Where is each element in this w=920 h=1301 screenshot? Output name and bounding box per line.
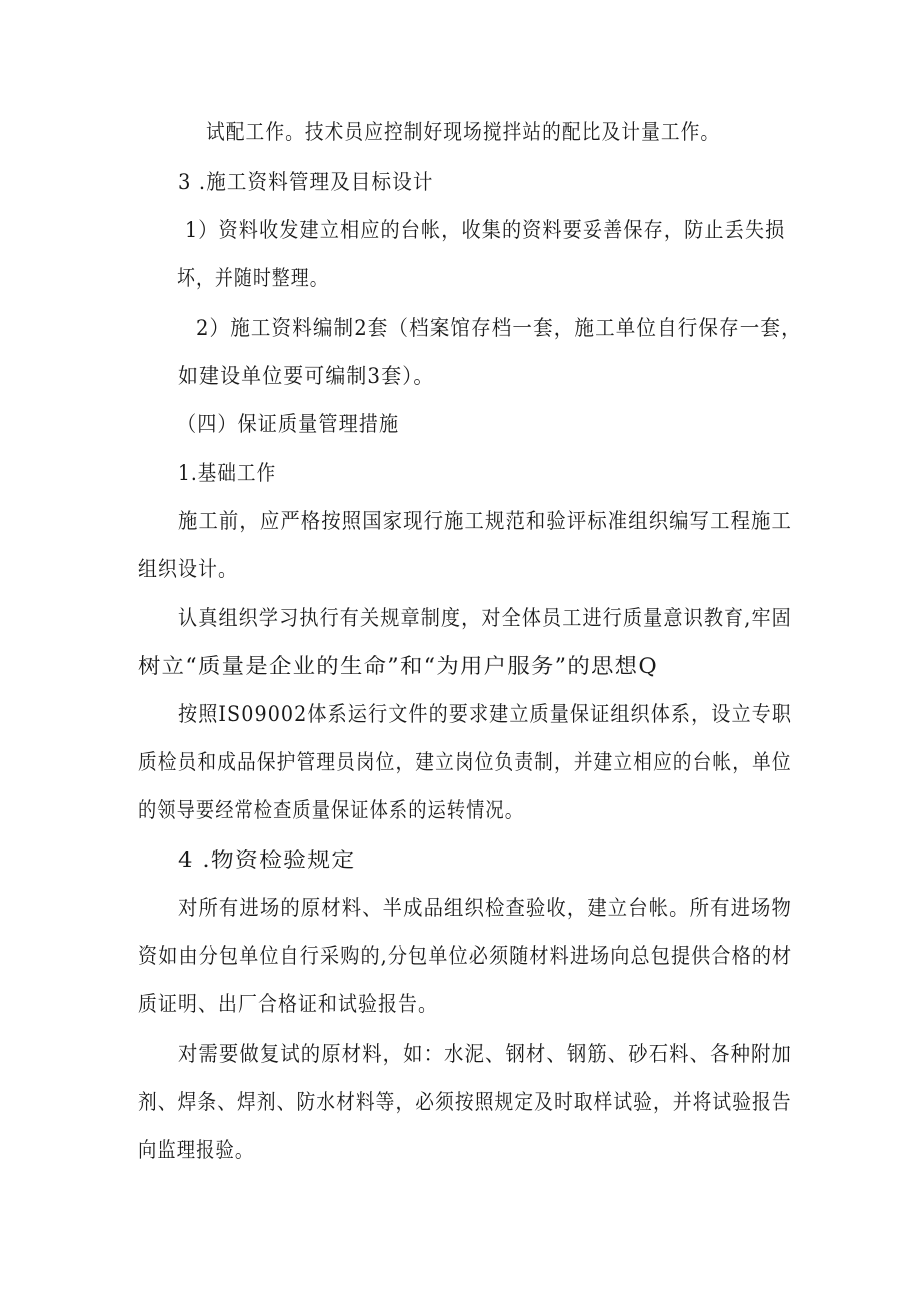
section-heading: 4 .物资检验规定 [178, 848, 356, 872]
paragraph-text: 组织设计。 [138, 557, 238, 581]
paragraph-text: 施工前，应严格按照国家现行施工规范和验评标准组织编写工程施工 [178, 509, 792, 533]
section-heading: （四）保证质量管理措施 [177, 412, 400, 436]
subsection-heading: 1.基础工作 [178, 461, 277, 485]
text-line: 如建设单位要可编制3套）。 [178, 364, 435, 388]
paragraph-text: 向监理报验。 [138, 1138, 255, 1162]
paragraph-text: 按照IS09002体系运行文件的要求建立质量保证组织体系，设立专职 [178, 702, 793, 726]
paragraph-text: 树立“质量是企业的生命”和“为用户服务”的思想Q [138, 654, 658, 678]
paragraph-text: 的领导要经常检查质量保证体系的运转情况。 [138, 798, 525, 822]
paragraph-text: 资如由分包单位自行采购的,分包单位必须随材料进场向总包提供合格的材 [138, 944, 793, 968]
paragraph-text: 对所有进场的原材料、半成品组织检查验收，建立台帐。所有进场物 [178, 896, 792, 920]
text-line: 试配工作。技术员应控制好现场搅拌站的配比及计量工作。 [206, 120, 721, 144]
paragraph-text: 剂、焊条、焊剂、防水材料等，必须按照规定及时取样试验，并将试验报告 [138, 1090, 792, 1114]
paragraph-text: 认真组织学习执行有关规章制度，对全体员工进行质量意识教育,牢固 [178, 606, 792, 630]
paragraph-text: 质检员和成品保护管理员岗位，建立岗位负责制，并建立相应的台帐，单位 [138, 750, 792, 774]
list-item-text: 1）资料收发建立相应的台帐，收集的资料要妥善保存，防止丢失损 [185, 218, 786, 242]
section-heading: 3 .施工资料管理及目标设计 [178, 170, 434, 194]
paragraph-text: 质证明、出厂合格证和试验报告。 [138, 992, 438, 1016]
text-line: 坏，并随时整理。 [177, 266, 329, 290]
list-item-text: 2）施工资料编制2套（档案馆存档一套，施工单位自行保存一套， [196, 316, 802, 340]
paragraph-text: 对需要做复试的原材料，如：水泥、钢材、钢筋、砂石料、各种附加 [178, 1042, 792, 1066]
